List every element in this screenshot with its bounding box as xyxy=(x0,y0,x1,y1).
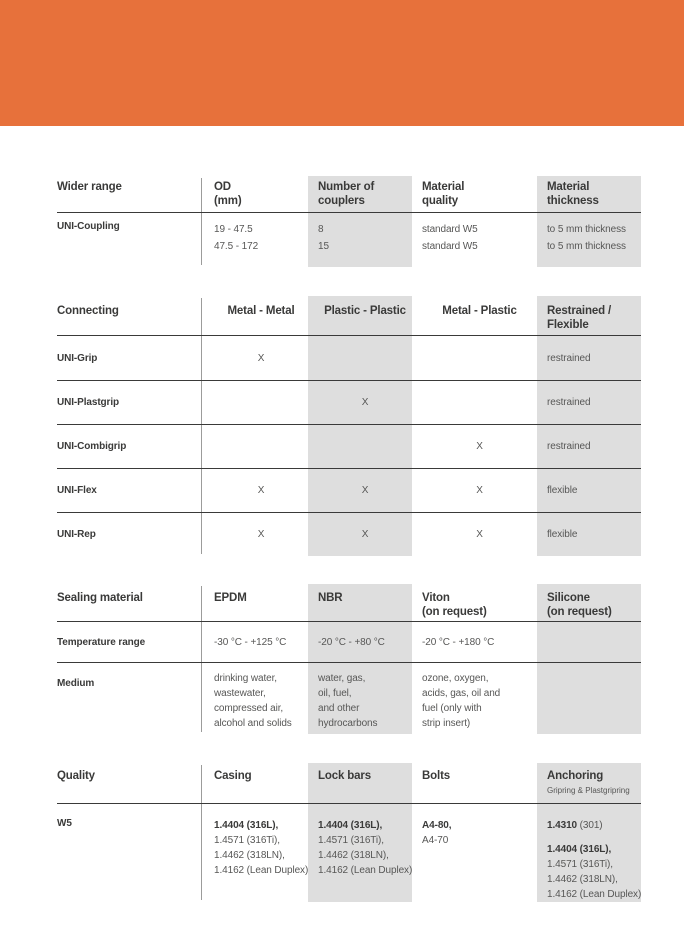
cell-text-bold: A4-80, xyxy=(422,820,452,831)
cell-line: -30 °C - +125 °C xyxy=(214,636,287,648)
cell-line: X xyxy=(361,485,369,496)
table-cell xyxy=(308,469,422,512)
column-header-line: Sealing material xyxy=(57,592,143,604)
cell-text-bold: 1.4404 (316L), xyxy=(547,844,612,855)
table-header-row xyxy=(57,763,641,804)
cell-text-bold: 1.4404 (316L), xyxy=(318,820,383,831)
row-label-cell xyxy=(57,469,214,512)
table-header-row xyxy=(57,296,641,336)
cell-line: -20 °C - +80 °C xyxy=(318,636,385,648)
table-cell xyxy=(308,622,422,662)
cell-line: 1.4571 (316Ti), xyxy=(547,859,613,870)
column-header-line: Casing xyxy=(214,770,252,782)
column-header-line: (on request) xyxy=(547,605,612,618)
column-header xyxy=(308,181,422,212)
table-cell xyxy=(308,425,422,468)
table-cell xyxy=(308,513,422,556)
cell-line: X xyxy=(361,529,369,540)
column-header-line: Wider range xyxy=(57,181,122,193)
cell-line: strip insert) xyxy=(422,718,471,729)
table-quality xyxy=(57,763,641,902)
table-row xyxy=(57,380,641,424)
table-cell xyxy=(214,671,308,734)
column-header-line: EPDM xyxy=(214,592,247,604)
cell-line xyxy=(547,842,641,857)
row-label-cell xyxy=(57,381,214,424)
column-header-line: Flexible xyxy=(547,318,589,331)
table-cell xyxy=(308,221,422,267)
cell-line xyxy=(318,818,422,833)
column-header-line: Viton xyxy=(422,592,450,604)
cell-line: X xyxy=(257,352,265,364)
column-header xyxy=(422,592,537,621)
column-header-line: Material xyxy=(547,181,590,193)
column-header xyxy=(422,770,537,803)
table-cell xyxy=(537,425,641,468)
cell-line: -20 °C - +180 °C xyxy=(422,636,495,648)
table-row xyxy=(57,424,641,468)
column-header-line: Bolts xyxy=(422,770,451,782)
column-header-line: NBR xyxy=(318,592,343,604)
table-cell xyxy=(214,221,308,267)
table-title-cell xyxy=(57,305,214,335)
table-cell xyxy=(537,336,641,380)
row-label-cell xyxy=(57,221,214,267)
table-cell xyxy=(214,381,308,424)
table-cell xyxy=(308,671,422,734)
column-header-line: couplers xyxy=(318,194,365,207)
table-row xyxy=(57,468,641,512)
table-row xyxy=(57,804,641,902)
top-banner xyxy=(0,0,684,126)
column-header-line: Material xyxy=(422,181,465,193)
cell-line: 15 xyxy=(318,241,329,252)
cell-line: 1.4462 (318LN), xyxy=(214,850,285,861)
column-header-subtitle: Gripring & Plastgripring xyxy=(547,785,630,795)
table-title-cell xyxy=(57,592,214,621)
table-wider-range xyxy=(57,176,641,267)
table-cell xyxy=(537,469,641,512)
cell-line xyxy=(214,818,308,833)
cell-line: X xyxy=(476,441,483,452)
table-cell xyxy=(308,818,422,902)
table-row xyxy=(57,622,641,662)
column-header-line: (on request) xyxy=(422,605,487,618)
cell-line: to 5 mm thickness xyxy=(547,224,626,235)
column-header xyxy=(422,305,537,335)
cell-line: X xyxy=(257,529,265,540)
cell-line: and other xyxy=(318,703,360,714)
row-label: Medium xyxy=(57,678,95,689)
column-header-line: Anchoring xyxy=(547,770,604,782)
cell-line-gap xyxy=(547,833,641,842)
cell-line: X xyxy=(476,485,483,496)
table-cell xyxy=(214,425,308,468)
cell-line: alcohol and solids xyxy=(214,718,292,729)
table-row xyxy=(57,336,641,380)
cell-text-bold: 1.4310 xyxy=(547,820,577,831)
cell-line: acids, gas, oil and xyxy=(422,688,501,699)
table-cell xyxy=(422,425,537,468)
column-header-line: Silicone xyxy=(547,592,590,604)
column-header-line: Metal - Plastic xyxy=(442,305,517,317)
cell-line xyxy=(547,818,641,833)
cell-line: flexible xyxy=(547,529,578,540)
column-header-line: Quality xyxy=(57,770,95,782)
column-header-line: Number of xyxy=(318,181,375,193)
cell-line xyxy=(422,818,537,833)
row-label-cell xyxy=(57,818,214,902)
table-title-cell xyxy=(57,770,214,803)
row-label: Temperature range xyxy=(57,636,146,648)
column-header-line: OD xyxy=(214,181,231,193)
table-cell xyxy=(537,671,641,734)
column-header-line: thickness xyxy=(547,194,599,207)
column-header-line: Lock bars xyxy=(318,770,371,782)
column-header-line: (mm) xyxy=(214,194,242,207)
column-header xyxy=(537,770,641,803)
cell-line: 8 xyxy=(318,224,324,235)
table-cell xyxy=(537,221,641,267)
row-label: UNI-Coupling xyxy=(57,221,120,232)
cell-line: fuel (only with xyxy=(422,703,482,714)
table-connecting xyxy=(57,296,641,556)
table-cell xyxy=(308,336,422,380)
cell-line: restrained xyxy=(547,352,591,364)
table-cell xyxy=(422,221,537,267)
cell-line: restrained xyxy=(547,397,591,408)
row-label-cell xyxy=(57,671,214,734)
table-cell xyxy=(422,818,537,902)
cell-line: flexible xyxy=(547,485,578,496)
column-header-line: Restrained / xyxy=(547,305,612,317)
cell-line: X xyxy=(476,529,483,540)
table-cell xyxy=(537,622,641,662)
table-sealing-material xyxy=(57,584,641,734)
cell-line: drinking water, xyxy=(214,673,277,684)
table-cell xyxy=(537,818,641,902)
cell-line: 1.4162 (Lean Duplex) xyxy=(318,865,413,876)
row-label: UNI-Rep xyxy=(57,529,96,540)
table-row xyxy=(57,213,641,267)
row-label: UNI-Plastgrip xyxy=(57,397,120,408)
cell-text-bold: 1.4404 (316L), xyxy=(214,820,279,831)
column-header xyxy=(308,770,422,803)
row-label: UNI-Combigrip xyxy=(57,441,127,452)
cell-line: hydrocarbons xyxy=(318,718,378,729)
column-header xyxy=(214,592,308,621)
cell-text: (301) xyxy=(577,820,603,831)
table-cell xyxy=(422,671,537,734)
cell-line: 19 - 47.5 xyxy=(214,224,253,235)
cell-line: 1.4571 (316Ti), xyxy=(214,835,280,846)
column-header-line: Metal - Metal xyxy=(227,305,295,317)
cell-line: A4-70 xyxy=(422,835,449,846)
cell-line: restrained xyxy=(547,441,591,452)
table-cell xyxy=(308,381,422,424)
table-cell xyxy=(537,513,641,556)
cell-line: 1.4462 (318LN), xyxy=(547,874,618,885)
cell-line: standard W5 xyxy=(422,224,478,235)
column-header-line: quality xyxy=(422,194,459,207)
cell-line: 1.4162 (Lean Duplex) xyxy=(547,889,642,900)
table-title-cell xyxy=(57,181,214,212)
table-cell xyxy=(422,381,537,424)
row-label-cell xyxy=(57,336,214,380)
column-header xyxy=(214,181,308,212)
cell-line: water, gas, xyxy=(318,673,366,684)
row-label: W5 xyxy=(57,818,72,829)
table-header-row xyxy=(57,176,641,213)
column-header-line: Connecting xyxy=(57,305,119,317)
cell-line: X xyxy=(361,397,369,408)
table-row xyxy=(57,662,641,734)
cell-line: standard W5 xyxy=(422,241,478,252)
table-cell xyxy=(422,336,537,380)
column-header xyxy=(537,305,641,335)
column-header xyxy=(537,181,641,212)
cell-line: oil, fuel, xyxy=(318,688,352,699)
row-label: UNI-Flex xyxy=(57,485,97,496)
cell-line: 47.5 - 172 xyxy=(214,241,259,252)
cell-line: 1.4162 (Lean Duplex) xyxy=(214,865,309,876)
cell-line: 1.4462 (318LN), xyxy=(318,850,389,861)
column-header xyxy=(308,592,422,621)
row-label-cell xyxy=(57,513,214,556)
cell-line: 1.4571 (316Ti), xyxy=(318,835,384,846)
row-label: UNI-Grip xyxy=(57,352,98,364)
table-cell xyxy=(537,381,641,424)
cell-line: to 5 mm thickness xyxy=(547,241,626,252)
table-cell xyxy=(422,469,537,512)
column-header xyxy=(214,305,308,335)
table-cell xyxy=(214,622,308,662)
tables-host xyxy=(57,176,641,902)
cell-line: X xyxy=(257,485,265,496)
column-header-line: Plastic - Plastic xyxy=(324,305,406,317)
cell-line: wastewater, xyxy=(214,688,266,699)
column-header xyxy=(422,181,537,212)
row-label-cell xyxy=(57,622,214,662)
table-cell xyxy=(214,469,308,512)
cell-line: compressed air, xyxy=(214,703,284,714)
cell-line: ozone, oxygen, xyxy=(422,673,489,684)
table-row xyxy=(57,512,641,556)
table-cell xyxy=(214,336,308,380)
table-cell xyxy=(422,622,537,662)
table-cell xyxy=(422,513,537,556)
table-header-row xyxy=(57,584,641,622)
row-label-cell xyxy=(57,425,214,468)
column-header xyxy=(537,592,641,621)
column-header xyxy=(308,305,422,335)
table-cell xyxy=(214,513,308,556)
column-header xyxy=(214,770,308,803)
table-cell xyxy=(214,818,308,902)
